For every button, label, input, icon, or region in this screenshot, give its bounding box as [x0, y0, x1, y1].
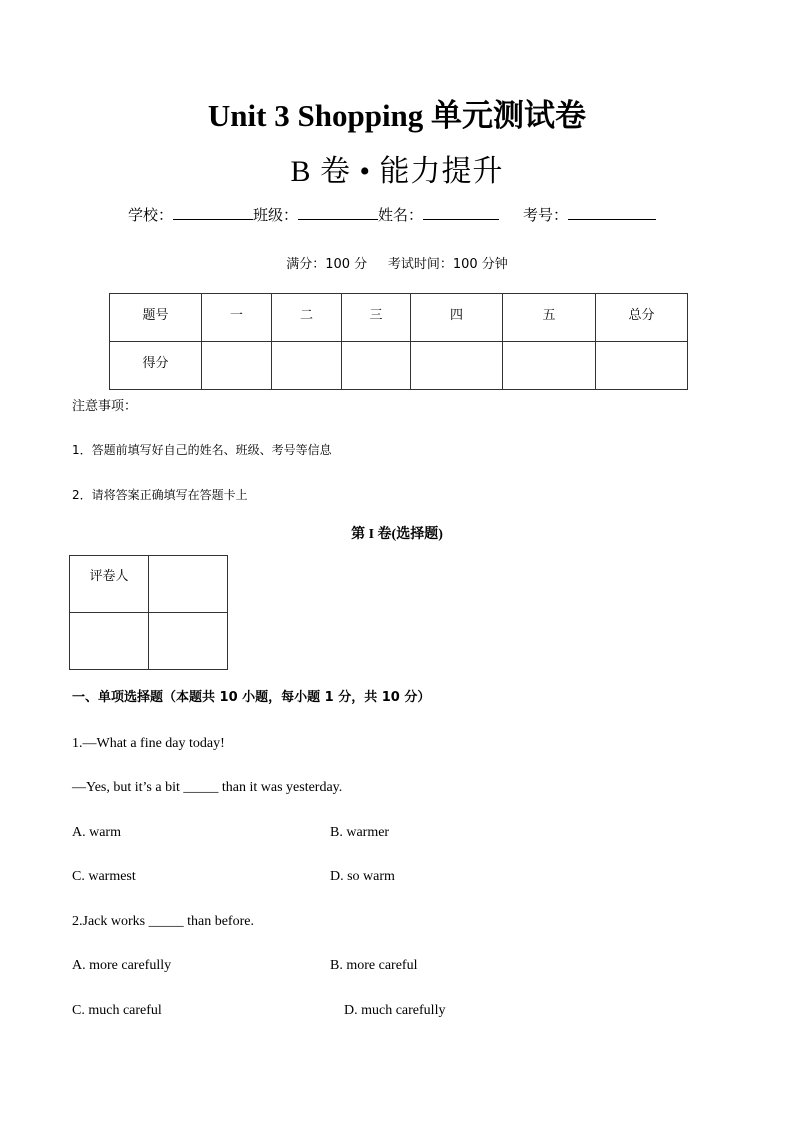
score-header-cell: 二 — [272, 294, 342, 342]
student-info-line — [128, 203, 656, 227]
score-cell[interactable] — [411, 342, 503, 390]
question-stem: 1.—What a fine day today! — [72, 736, 225, 751]
exam-no-label: 考号： — [523, 206, 569, 224]
score-cell[interactable] — [342, 342, 411, 390]
score-info: 满分：100 分 考试时间：100 分钟 — [286, 257, 508, 272]
score-table-header-row — [110, 294, 688, 342]
score-header-cell: 总分 — [596, 294, 688, 342]
part1-title: 一、单项选择题（本题共 10 小题，每小题 1 分，共 10 分） — [72, 690, 431, 705]
score-cell[interactable] — [272, 342, 342, 390]
section-title: 第 I 卷(选择题) — [351, 527, 443, 542]
question-stem: 2.Jack works _____ than before. — [72, 914, 254, 929]
score-header-cell: 四 — [411, 294, 503, 342]
notes-title: 注意事项： — [72, 399, 138, 414]
option-d[interactable]: D. so warm — [330, 869, 395, 884]
option-c[interactable]: C. much careful — [72, 1003, 162, 1018]
grader-cell[interactable] — [70, 613, 149, 670]
question-stem: —Yes, but it’s a bit _____ than it was yesterday. — [72, 780, 343, 795]
page-title: Unit 3 Shopping 单元测试卷 — [207, 98, 587, 133]
note-item: 1．答题前填写好自己的姓名、班级、考号等信息 — [72, 443, 332, 457]
option-c[interactable]: C. warmest — [72, 869, 136, 884]
name-blank[interactable] — [423, 203, 499, 220]
grader-table — [69, 555, 228, 670]
score-header-cell: 题号 — [110, 294, 202, 342]
class-blank[interactable] — [298, 203, 378, 220]
score-header-cell: 一 — [202, 294, 272, 342]
page-subtitle: B 卷 • 能力提升 — [290, 155, 504, 188]
score-table-score-row — [110, 342, 688, 390]
score-cell[interactable] — [596, 342, 688, 390]
score-row-label: 得分 — [110, 342, 202, 390]
score-header-cell: 三 — [342, 294, 411, 342]
option-b[interactable]: B. warmer — [330, 825, 390, 840]
school-blank[interactable] — [173, 203, 253, 220]
class-label: 班级： — [253, 206, 299, 224]
exam-no-blank[interactable] — [568, 203, 656, 220]
score-cell[interactable] — [503, 342, 596, 390]
grader-cell[interactable] — [149, 613, 228, 670]
name-label: 姓名： — [378, 206, 424, 224]
score-cell[interactable] — [202, 342, 272, 390]
option-a[interactable]: A. warm — [72, 825, 121, 840]
score-header-cell: 五 — [503, 294, 596, 342]
note-item: 2．请将答案正确填写在答题卡上 — [72, 488, 248, 502]
score-table — [109, 293, 688, 390]
grader-label: 评卷人 — [70, 556, 149, 613]
school-label: 学校： — [128, 206, 174, 224]
option-d[interactable]: D. much carefully — [344, 1003, 446, 1018]
option-a[interactable]: A. more carefully — [72, 958, 172, 973]
grader-cell[interactable] — [149, 556, 228, 613]
option-b[interactable]: B. more careful — [330, 958, 418, 973]
